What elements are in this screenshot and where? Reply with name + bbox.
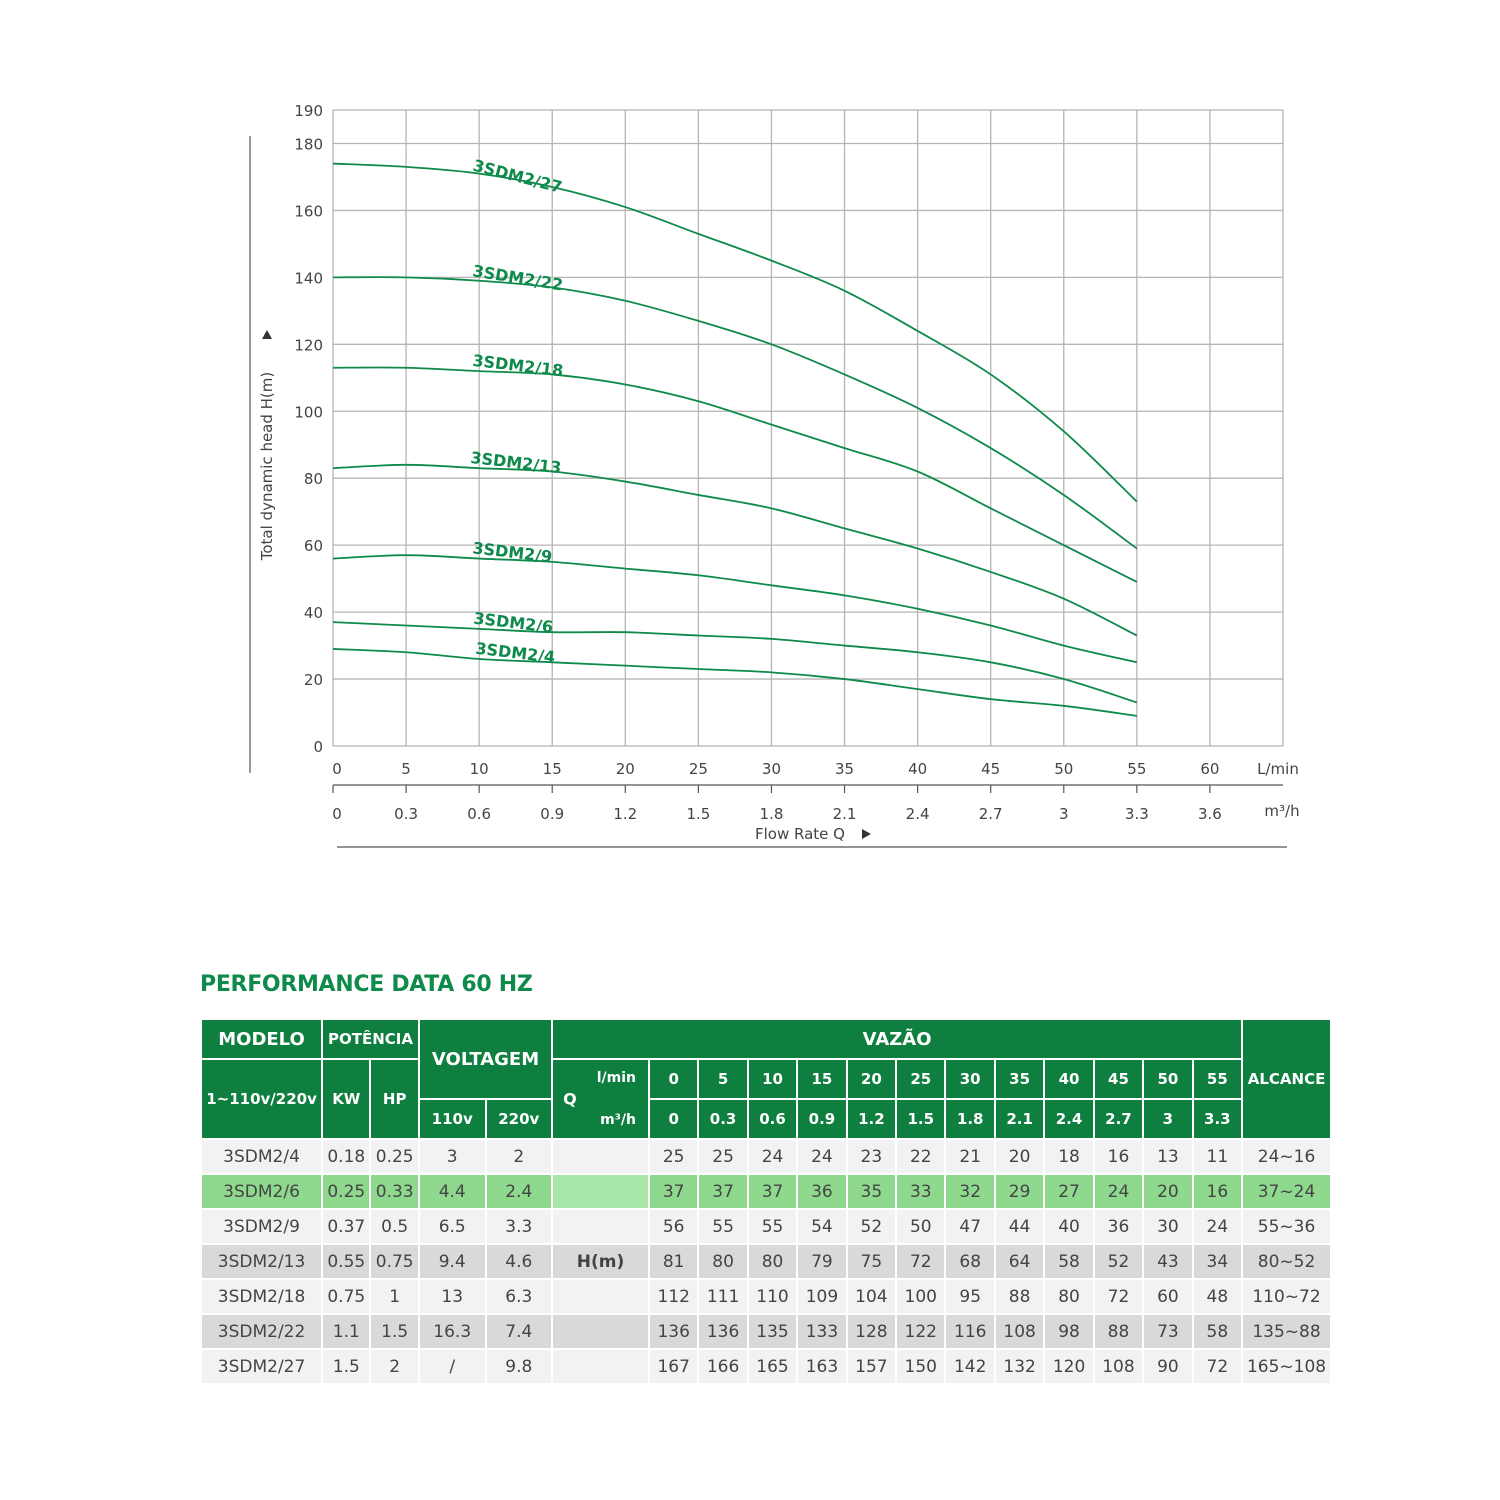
cell-head: 60 xyxy=(1144,1280,1191,1313)
cell-head: 142 xyxy=(946,1350,993,1383)
header-modelo: MODELO xyxy=(202,1020,321,1058)
cell-head: 136 xyxy=(699,1315,746,1348)
cell-head: 21 xyxy=(946,1140,993,1173)
header-flow-lmin: 20 xyxy=(848,1060,895,1098)
cell-head: 104 xyxy=(848,1280,895,1313)
cell-model: 3SDM2/4 xyxy=(202,1140,321,1173)
series-label: 3SDM2/22 xyxy=(471,261,565,295)
x-tick-label-m3h: 0.6 xyxy=(467,805,492,823)
cell-220v: 2 xyxy=(487,1140,552,1173)
cell-head: 81 xyxy=(650,1245,697,1278)
cell-hp: 0.5 xyxy=(371,1210,417,1243)
cell-head: 27 xyxy=(1045,1175,1092,1208)
cell-head: 18 xyxy=(1045,1140,1092,1173)
cell-head: 13 xyxy=(1144,1140,1191,1173)
cell-model: 3SDM2/9 xyxy=(202,1210,321,1243)
x-tick-label-m3h: 2.1 xyxy=(832,805,857,823)
cell-head: 11 xyxy=(1194,1140,1241,1173)
header-flow-m3h: 0.9 xyxy=(798,1100,845,1138)
header-flow-lmin: 25 xyxy=(897,1060,944,1098)
x-tick-label-m3h: 1.8 xyxy=(759,805,784,823)
x-tick-label-m3h: 3.6 xyxy=(1197,805,1222,823)
cell-110v: 4.4 xyxy=(420,1175,485,1208)
cell-head: 22 xyxy=(897,1140,944,1173)
cell-head: 47 xyxy=(946,1210,993,1243)
table-row xyxy=(202,1315,1330,1348)
x-tick-label-m3h: 3 xyxy=(1058,805,1069,823)
curve-layer xyxy=(333,164,1137,716)
m3h-label: m³/h xyxy=(600,1112,636,1128)
cell-alcance: 24~16 xyxy=(1243,1140,1330,1173)
header-potencia: POTÊNCIA xyxy=(323,1020,418,1058)
cell-head: 34 xyxy=(1194,1245,1241,1278)
x-tick-label-lmin: 0 xyxy=(332,760,342,778)
table-row xyxy=(202,1350,1330,1383)
cell-110v: 6.5 xyxy=(420,1210,485,1243)
cell-head: 37 xyxy=(699,1175,746,1208)
cell-head: 24 xyxy=(1194,1210,1241,1243)
header-flow-lmin: 0 xyxy=(650,1060,697,1098)
y-tick-label: 60 xyxy=(303,537,323,556)
series-label: 3SDM2/18 xyxy=(471,350,565,381)
cell-head: 165 xyxy=(749,1350,796,1383)
cell-head: 157 xyxy=(848,1350,895,1383)
y-tick-label: 120 xyxy=(294,336,323,355)
cell-head: 112 xyxy=(650,1280,697,1313)
cell-head: 58 xyxy=(1194,1315,1241,1348)
x-tick-label-lmin: 55 xyxy=(1127,760,1147,778)
y-tick-label: 180 xyxy=(294,135,323,154)
cell-hp: 0.33 xyxy=(371,1175,417,1208)
header-flow-lmin: 40 xyxy=(1045,1060,1092,1098)
x-tick-label-m3h: 3.3 xyxy=(1124,805,1149,823)
cell-head: 55 xyxy=(749,1210,796,1243)
cell-hm xyxy=(553,1210,648,1243)
header-110v: 110v xyxy=(420,1100,485,1138)
cell-head: 16 xyxy=(1194,1175,1241,1208)
cell-head: 88 xyxy=(1095,1315,1142,1348)
table-title: PERFORMANCE DATA 60 HZ xyxy=(200,972,533,997)
header-flow-lmin: 10 xyxy=(749,1060,796,1098)
cell-alcance: 80~52 xyxy=(1243,1245,1330,1278)
cell-hp: 1 xyxy=(371,1280,417,1313)
x-tick-label-m3h: 2.4 xyxy=(905,805,930,823)
header-flow-lmin: 50 xyxy=(1144,1060,1191,1098)
cell-hp: 0.25 xyxy=(371,1140,417,1173)
header-hp: HP xyxy=(371,1060,417,1138)
cell-head: 72 xyxy=(897,1245,944,1278)
cell-model: 3SDM2/13 xyxy=(202,1245,321,1278)
x-tick-label-m3h: 0.3 xyxy=(394,805,419,823)
x-tick-label-lmin: 60 xyxy=(1200,760,1220,778)
cell-head: 108 xyxy=(1095,1350,1142,1383)
cell-head: 110 xyxy=(749,1280,796,1313)
cell-head: 122 xyxy=(897,1315,944,1348)
header-220v: 220v xyxy=(487,1100,552,1138)
cell-kw: 0.18 xyxy=(323,1140,369,1173)
cell-head: 163 xyxy=(798,1350,845,1383)
cell-kw: 1.1 xyxy=(323,1315,369,1348)
curve-3sdm2-13 xyxy=(333,465,1137,636)
cell-head: 133 xyxy=(798,1315,845,1348)
x-unit-lmin: L/min xyxy=(1257,760,1299,778)
y-tick-label: 80 xyxy=(303,470,323,489)
cell-110v: 13 xyxy=(420,1280,485,1313)
cell-head: 64 xyxy=(996,1245,1043,1278)
table-row xyxy=(202,1280,1330,1313)
cell-220v: 9.8 xyxy=(487,1350,552,1383)
cell-head: 37 xyxy=(650,1175,697,1208)
x-tick-label-m3h: 0 xyxy=(332,805,342,823)
series-label: 3SDM2/6 xyxy=(472,608,555,637)
cell-head: 23 xyxy=(848,1140,895,1173)
y-tick-label: 140 xyxy=(294,269,323,288)
cell-hm xyxy=(553,1280,648,1313)
cell-head: 167 xyxy=(650,1350,697,1383)
x-tick-label-lmin: 20 xyxy=(615,760,635,778)
cell-head: 36 xyxy=(1095,1210,1142,1243)
cell-head: 48 xyxy=(1194,1280,1241,1313)
table-row xyxy=(202,1140,1330,1173)
cell-head: 20 xyxy=(1144,1175,1191,1208)
x-axis-title: Flow Rate Q xyxy=(755,825,845,843)
cell-head: 132 xyxy=(996,1350,1043,1383)
y-tick-label: 40 xyxy=(303,604,323,623)
cell-head: 40 xyxy=(1045,1210,1092,1243)
header-flow-lmin: 55 xyxy=(1194,1060,1241,1098)
cell-kw: 1.5 xyxy=(323,1350,369,1383)
cell-head: 136 xyxy=(650,1315,697,1348)
y-tick-label: 160 xyxy=(294,202,323,221)
header-flow-m3h: 0.3 xyxy=(699,1100,746,1138)
cell-head: 32 xyxy=(946,1175,993,1208)
label-layer xyxy=(258,102,1300,843)
cell-head: 29 xyxy=(996,1175,1043,1208)
cell-hp: 1.5 xyxy=(371,1315,417,1348)
x-tick-label-m3h: 0.9 xyxy=(540,805,565,823)
cell-kw: 0.37 xyxy=(323,1210,369,1243)
y-tick-label: 190 xyxy=(294,102,323,120)
cell-head: 108 xyxy=(996,1315,1043,1348)
cell-model: 3SDM2/6 xyxy=(202,1175,321,1208)
cell-alcance: 110~72 xyxy=(1243,1280,1330,1313)
cell-head: 25 xyxy=(650,1140,697,1173)
cell-head: 52 xyxy=(1095,1245,1142,1278)
header-flow-m3h: 3.3 xyxy=(1194,1100,1241,1138)
cell-model: 3SDM2/18 xyxy=(202,1280,321,1313)
x-tick-label-lmin: 25 xyxy=(688,760,708,778)
cell-220v: 6.3 xyxy=(487,1280,552,1313)
cell-hp: 0.75 xyxy=(371,1245,417,1278)
curve-3sdm2-18 xyxy=(333,367,1137,581)
cell-head: 35 xyxy=(848,1175,895,1208)
cell-alcance: 37~24 xyxy=(1243,1175,1330,1208)
cell-head: 120 xyxy=(1045,1350,1092,1383)
x-tick-label-m3h: 1.2 xyxy=(613,805,638,823)
header-flow-m3h: 2.4 xyxy=(1045,1100,1092,1138)
cell-kw: 0.75 xyxy=(323,1280,369,1313)
cell-hm xyxy=(553,1350,648,1383)
grid-lines xyxy=(250,110,1287,847)
header-q xyxy=(553,1060,648,1138)
y-tick-label: 0 xyxy=(313,738,323,756)
cell-head: 54 xyxy=(798,1210,845,1243)
header-flow-m3h: 1.2 xyxy=(848,1100,895,1138)
x-tick-label-lmin: 50 xyxy=(1054,760,1074,778)
x-tick-label-lmin: 45 xyxy=(981,760,1001,778)
cell-head: 36 xyxy=(798,1175,845,1208)
cell-head: 166 xyxy=(699,1350,746,1383)
cell-head: 24 xyxy=(1095,1175,1142,1208)
table-row xyxy=(202,1210,1330,1243)
x-axis-arrow xyxy=(862,829,871,839)
header-flow-lmin: 30 xyxy=(946,1060,993,1098)
cell-head: 90 xyxy=(1144,1350,1191,1383)
x-tick-label-m3h: 1.5 xyxy=(686,805,711,823)
cell-head: 109 xyxy=(798,1280,845,1313)
cell-head: 72 xyxy=(1194,1350,1241,1383)
cell-head: 80 xyxy=(1045,1280,1092,1313)
curve-3sdm2-4 xyxy=(333,649,1137,716)
series-label: 3SDM2/9 xyxy=(471,538,554,567)
header-alcance: ALCANCE xyxy=(1243,1020,1330,1138)
y-axis-arrow xyxy=(262,330,272,339)
header-flow-m3h: 3 xyxy=(1144,1100,1191,1138)
x-tick-label-lmin: 10 xyxy=(469,760,489,778)
cell-head: 52 xyxy=(848,1210,895,1243)
cell-head: 73 xyxy=(1144,1315,1191,1348)
cell-220v: 7.4 xyxy=(487,1315,552,1348)
cell-head: 24 xyxy=(749,1140,796,1173)
cell-head: 37 xyxy=(749,1175,796,1208)
cell-head: 30 xyxy=(1144,1210,1191,1243)
cell-head: 80 xyxy=(699,1245,746,1278)
cell-head: 79 xyxy=(798,1245,845,1278)
cell-head: 58 xyxy=(1045,1245,1092,1278)
cell-220v: 4.6 xyxy=(487,1245,552,1278)
cell-hm xyxy=(553,1140,648,1173)
cell-head: 16 xyxy=(1095,1140,1142,1173)
header-flow-lmin: 35 xyxy=(996,1060,1043,1098)
cell-head: 33 xyxy=(897,1175,944,1208)
series-label: 3SDM2/4 xyxy=(474,638,557,667)
performance-table xyxy=(200,1018,1332,1385)
header-voltagem: VOLTAGEM xyxy=(420,1020,551,1098)
cell-head: 44 xyxy=(996,1210,1043,1243)
curve-3sdm2-9 xyxy=(333,555,1137,662)
header-flow-m3h: 0 xyxy=(650,1100,697,1138)
x-tick-label-m3h: 2.7 xyxy=(978,805,1003,823)
cell-alcance: 165~108 xyxy=(1243,1350,1330,1383)
cell-head: 116 xyxy=(946,1315,993,1348)
q-label: Q xyxy=(563,1089,577,1109)
series-label: 3SDM2/13 xyxy=(469,447,563,478)
cell-head: 80 xyxy=(749,1245,796,1278)
header-kw: KW xyxy=(323,1060,369,1138)
cell-110v: / xyxy=(420,1350,485,1383)
x-tick-label-lmin: 30 xyxy=(761,760,782,778)
lmin-label: l/min xyxy=(596,1070,636,1086)
cell-hm xyxy=(553,1175,648,1208)
y-tick-label: 20 xyxy=(303,671,323,690)
cell-hm xyxy=(553,1315,648,1348)
y-axis-title: Total dynamic head H(m) xyxy=(258,371,276,561)
header-flow-m3h: 2.7 xyxy=(1095,1100,1142,1138)
cell-head: 88 xyxy=(996,1280,1043,1313)
y-tick-label: 100 xyxy=(294,403,323,422)
cell-head: 43 xyxy=(1144,1245,1191,1278)
cell-head: 135 xyxy=(749,1315,796,1348)
x-tick-label-lmin: 5 xyxy=(401,760,411,778)
cell-head: 56 xyxy=(650,1210,697,1243)
cell-head: 24 xyxy=(798,1140,845,1173)
cell-head: 150 xyxy=(897,1350,944,1383)
x-tick-label-lmin: 40 xyxy=(908,760,928,778)
cell-220v: 3.3 xyxy=(487,1210,552,1243)
cell-kw: 0.25 xyxy=(323,1175,369,1208)
cell-220v: 2.4 xyxy=(487,1175,552,1208)
x-unit-m3h: m³/h xyxy=(1264,802,1300,820)
x-tick-label-lmin: 35 xyxy=(834,760,855,778)
cell-110v: 16.3 xyxy=(420,1315,485,1348)
cell-head: 20 xyxy=(996,1140,1043,1173)
cell-head: 100 xyxy=(897,1280,944,1313)
header-flow-lmin: 45 xyxy=(1095,1060,1142,1098)
cell-head: 128 xyxy=(848,1315,895,1348)
header-flow-m3h: 0.6 xyxy=(749,1100,796,1138)
cell-kw: 0.55 xyxy=(323,1245,369,1278)
cell-head: 95 xyxy=(946,1280,993,1313)
table-row xyxy=(202,1245,1330,1278)
cell-hp: 2 xyxy=(371,1350,417,1383)
cell-alcance: 55~36 xyxy=(1243,1210,1330,1243)
header-flow-m3h: 1.5 xyxy=(897,1100,944,1138)
cell-head: 25 xyxy=(699,1140,746,1173)
cell-hm-label: H(m) xyxy=(553,1245,648,1278)
header-modelo-sub: 1~110v/220v xyxy=(202,1060,321,1138)
curve-3sdm2-6 xyxy=(333,622,1137,702)
series-label: 3SDM2/27 xyxy=(471,155,564,197)
cell-model: 3SDM2/22 xyxy=(202,1315,321,1348)
header-flow-m3h: 1.8 xyxy=(946,1100,993,1138)
header-vazao: VAZÃO xyxy=(553,1020,1241,1058)
cell-110v: 3 xyxy=(420,1140,485,1173)
cell-head: 111 xyxy=(699,1280,746,1313)
cell-head: 98 xyxy=(1045,1315,1092,1348)
cell-head: 75 xyxy=(848,1245,895,1278)
cell-110v: 9.4 xyxy=(420,1245,485,1278)
header-flow-m3h: 2.1 xyxy=(996,1100,1043,1138)
table-row xyxy=(202,1175,1330,1208)
header-flow-lmin: 15 xyxy=(798,1060,845,1098)
cell-model: 3SDM2/27 xyxy=(202,1350,321,1383)
cell-head: 68 xyxy=(946,1245,993,1278)
header-flow-lmin: 5 xyxy=(699,1060,746,1098)
cell-alcance: 135~88 xyxy=(1243,1315,1330,1348)
x-tick-label-lmin: 15 xyxy=(542,760,562,778)
cell-head: 72 xyxy=(1095,1280,1142,1313)
cell-head: 50 xyxy=(897,1210,944,1243)
cell-head: 55 xyxy=(699,1210,746,1243)
